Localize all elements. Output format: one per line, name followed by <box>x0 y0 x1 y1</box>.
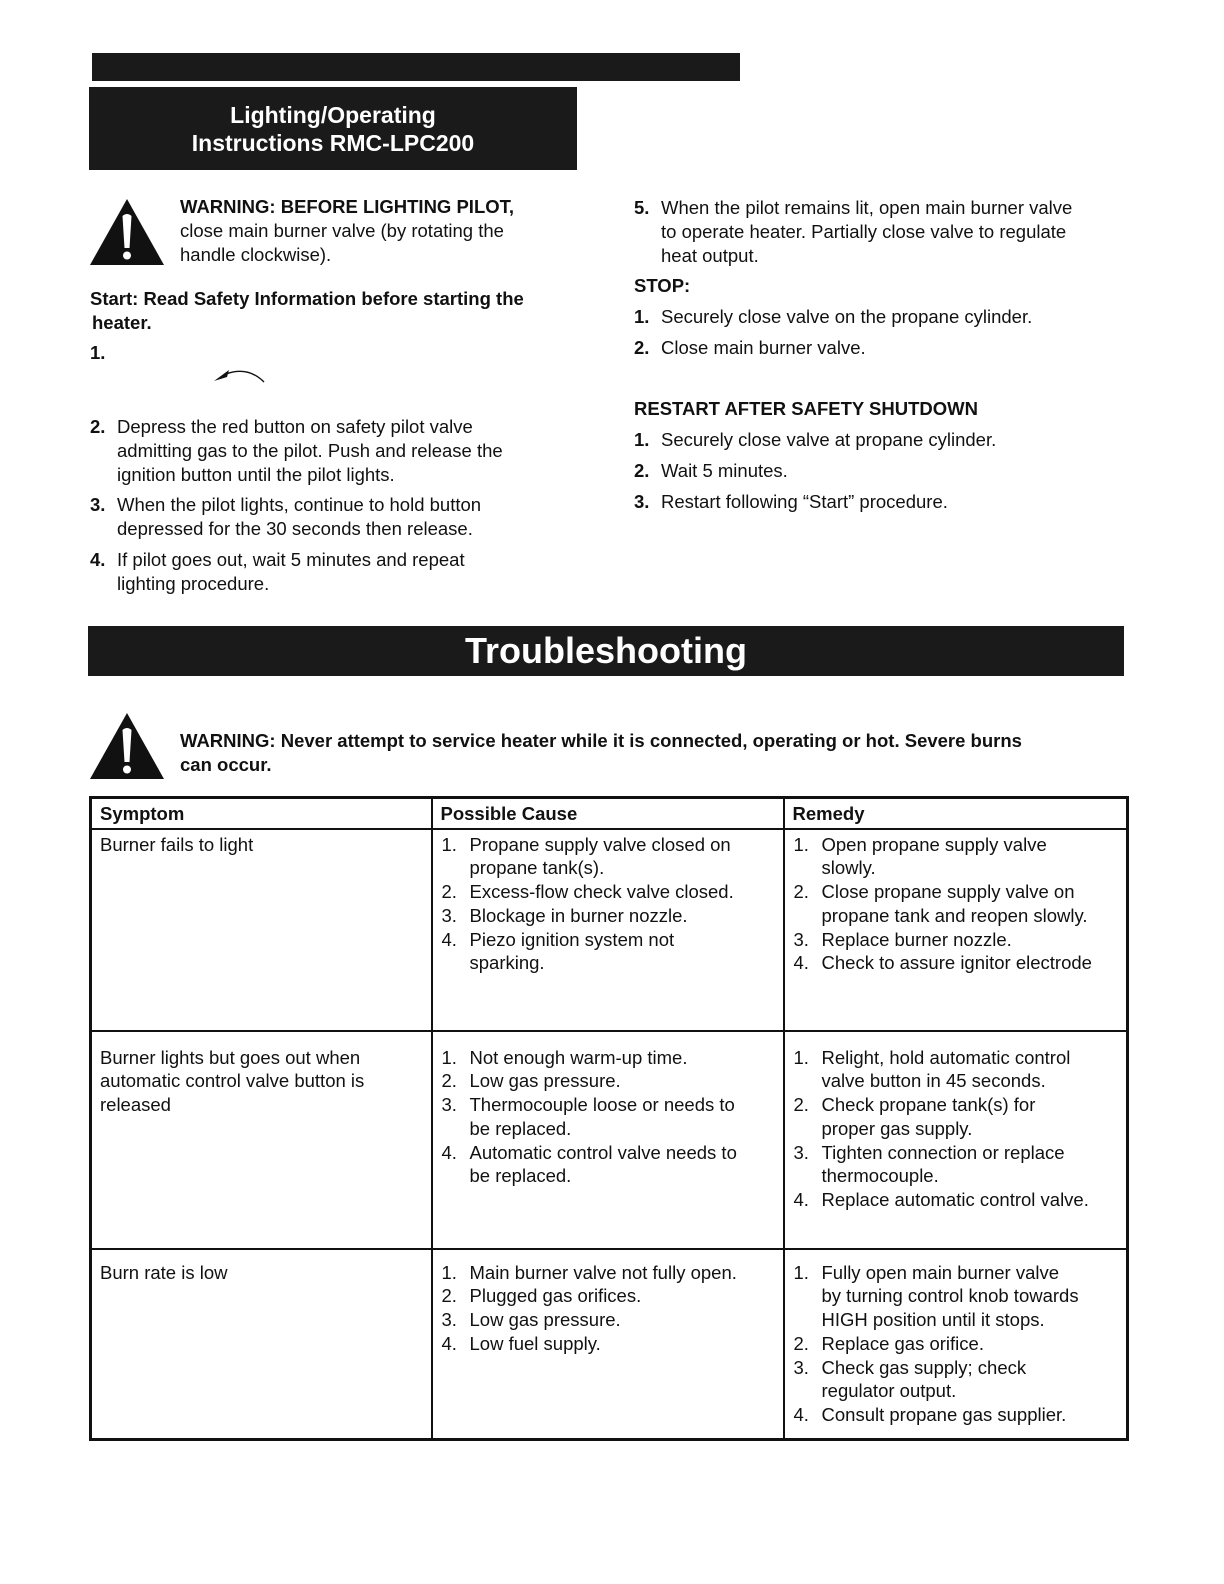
item-line: Replace burner nozzle. <box>821 928 1012 950</box>
list-item: 2. Plugged gas orifices. <box>441 1284 775 1308</box>
troubleshooting-header: Troubleshooting <box>88 626 1124 676</box>
symptom-cell <box>91 1249 432 1440</box>
symptom-line: released <box>100 1094 171 1116</box>
item-line: Check to assure ignitor electrode <box>821 952 1092 974</box>
lighting-warning-heading: WARNING: BEFORE LIGHTING PILOT, <box>180 196 515 217</box>
step-line: lighting procedure. <box>117 573 270 594</box>
cause-cell <box>432 1031 784 1249</box>
item-line: proper gas supply. <box>821 1117 973 1139</box>
list-item: 1. Fully open main burner valve by turning control knob towards HIGH position until it stops. <box>793 1261 1119 1332</box>
list-item: 3. Check gas supply; check regulator output. <box>793 1356 1119 1403</box>
troubleshooting-warning-line1: WARNING: Never attempt to service heater while it is connected, operating or hot. Severe burns <box>180 730 1022 751</box>
troubleshooting-table <box>89 796 1129 1441</box>
step-1-number: 1. <box>90 342 106 363</box>
symptom-line: Burner lights but goes out when <box>100 1046 361 1068</box>
header-possible-cause: Possible Cause <box>432 798 784 829</box>
step-number: 3. <box>634 491 650 512</box>
list-item: 4. Low fuel supply. <box>441 1332 775 1356</box>
list-item: 3. Thermocouple loose or needs to be replaced. <box>441 1093 775 1140</box>
table-row <box>91 1031 1128 1249</box>
step-number: 2. <box>634 337 650 358</box>
list-item: 2. Close propane supply valve on propane tank and reopen slowly. <box>793 880 1119 927</box>
list-item: 1. Open propane supply valve slowly. <box>793 833 1119 880</box>
list-item: 3. Replace burner nozzle. <box>793 928 1119 952</box>
item-line: Close propane supply valve on <box>821 881 1075 903</box>
symptom-cell <box>91 1031 432 1249</box>
list-item: 2. Excess-flow check valve closed. <box>441 880 775 904</box>
step-number: 2. <box>634 460 650 481</box>
list-item: 2. Low gas pressure. <box>441 1069 775 1093</box>
item-line: Blockage in burner nozzle. <box>469 904 688 926</box>
list-item: 3. Tighten connection or replace thermocouple. <box>793 1141 1119 1188</box>
item-line: Excess-flow check valve closed. <box>469 881 734 903</box>
item-line: valve button in 45 seconds. <box>821 1070 1046 1092</box>
step-text: Securely close valve on the propane cylinder. <box>661 306 1033 327</box>
table-row <box>91 829 1128 1031</box>
symptom-line: Burner fails to light <box>100 833 254 855</box>
list-item: 3. Blockage in burner nozzle. <box>441 904 775 928</box>
remedy-cell <box>784 829 1128 1031</box>
cause-cell <box>432 1249 784 1440</box>
warning-triangle-icon <box>89 712 165 780</box>
item-line: Low fuel supply. <box>469 1332 601 1354</box>
step-line: admitting gas to the pilot. Push and release the <box>117 440 503 461</box>
table-row <box>91 1249 1128 1440</box>
item-line: Check gas supply; check <box>821 1356 1027 1378</box>
list-item: 2. Replace gas orifice. <box>793 1332 1119 1356</box>
list-item: 3. Low gas pressure. <box>441 1308 775 1332</box>
restart-step-2 <box>634 459 1124 483</box>
list-item: 4. Consult propane gas supplier. <box>793 1403 1119 1427</box>
step-number: 5. <box>634 197 650 218</box>
symptom-cell <box>91 829 432 1031</box>
cause-cell <box>432 829 784 1031</box>
lighting-title-line2: Instructions RMC-LPC200 <box>191 129 475 156</box>
list-item: 4. Piezo ignition system not sparking. <box>441 928 775 975</box>
warning-triangle-icon <box>89 198 165 266</box>
restart-heading: RESTART AFTER SAFETY SHUTDOWN <box>634 398 978 419</box>
item-line: regulator output. <box>821 1380 957 1402</box>
item-line: be replaced. <box>469 1165 572 1187</box>
step-line: heat output. <box>661 245 759 266</box>
step-text: Close main burner valve. <box>661 337 866 358</box>
list-item: 2. Check propane tank(s) for proper gas supply. <box>793 1093 1119 1140</box>
rotate-arrow-icon <box>212 364 268 386</box>
troubleshooting-warning <box>180 729 1120 777</box>
item-line: Tighten connection or replace <box>821 1141 1065 1163</box>
step-line: When the pilot remains lit, open main burner valve <box>661 197 1073 218</box>
lighting-step-3 <box>90 493 570 541</box>
item-line: Propane supply valve closed on <box>469 833 731 855</box>
item-line: Not enough warm-up time. <box>469 1046 688 1068</box>
step-line: ignition button until the pilot lights. <box>117 464 395 485</box>
item-line: Piezo ignition system not <box>469 928 675 950</box>
start-line1: Start: Read Safety Information before starting the <box>90 288 524 309</box>
list-item: 1. Propane supply valve closed on propane tank(s). <box>441 833 775 880</box>
stop-heading: STOP: <box>634 275 691 296</box>
step-text: Securely close valve at propane cylinder. <box>661 429 997 450</box>
list-item: 4. Automatic control valve needs to be replaced. <box>441 1141 775 1188</box>
lighting-warning-line1: close main burner valve (by rotating the <box>180 220 504 241</box>
step-text: Restart following “Start” procedure. <box>661 491 948 512</box>
remedy-cell <box>784 1249 1128 1440</box>
item-line: HIGH position until it stops. <box>821 1309 1045 1331</box>
item-line: Consult propane gas supplier. <box>821 1403 1067 1425</box>
step-number: 1. <box>634 306 650 327</box>
item-line: propane tank(s). <box>469 857 605 879</box>
header-symptom: Symptom <box>91 798 432 829</box>
item-line: be replaced. <box>469 1117 572 1139</box>
step-text: Wait 5 minutes. <box>661 460 788 481</box>
item-line: Replace automatic control valve. <box>821 1188 1089 1210</box>
remedy-cell <box>784 1031 1128 1249</box>
item-line: propane tank and reopen slowly. <box>821 904 1088 926</box>
restart-step-3 <box>634 490 1124 514</box>
step-line: Depress the red button on safety pilot valve <box>117 416 473 437</box>
item-line: Replace gas orifice. <box>821 1332 984 1354</box>
step-number: 4. <box>90 549 106 570</box>
lighting-warning <box>180 195 580 267</box>
step-line: to operate heater. Partially close valve to regulate <box>661 221 1067 242</box>
header-remedy: Remedy <box>784 798 1128 829</box>
item-line: Low gas pressure. <box>469 1309 621 1331</box>
item-line: Automatic control valve needs to <box>469 1141 737 1163</box>
symptom-line: Burn rate is low <box>100 1261 228 1283</box>
item-line: thermocouple. <box>821 1165 939 1187</box>
step-number: 3. <box>90 494 106 515</box>
top-bar <box>92 53 740 81</box>
step-number: 2. <box>90 416 106 437</box>
step-number: 1. <box>634 429 650 450</box>
item-line: Plugged gas orifices. <box>469 1285 642 1307</box>
symptom-line: automatic control valve button is <box>100 1070 365 1092</box>
item-line: Open propane supply valve <box>821 833 1047 855</box>
stop-step-2 <box>634 336 1124 360</box>
step-line: When the pilot lights, continue to hold button <box>117 494 482 515</box>
item-line: Main burner valve not fully open. <box>469 1261 737 1283</box>
list-item: 1. Relight, hold automatic control valve button in 45 seconds. <box>793 1046 1119 1093</box>
item-line: Relight, hold automatic control <box>821 1046 1071 1068</box>
stop-step-1 <box>634 305 1124 329</box>
troubleshooting-warning-line2: can occur. <box>180 754 272 775</box>
start-line2: heater. <box>92 312 152 333</box>
step-line: depressed for the 30 seconds then release. <box>117 518 473 539</box>
item-line: Fully open main burner valve <box>821 1261 1060 1283</box>
table-header-row <box>91 798 1128 829</box>
restart-step-1 <box>634 428 1124 452</box>
item-line: Low gas pressure. <box>469 1070 621 1092</box>
lighting-step-4 <box>90 548 570 596</box>
list-item: 1. Main burner valve not fully open. <box>441 1261 775 1285</box>
item-line: Thermocouple loose or needs to <box>469 1094 735 1116</box>
item-line: sparking. <box>469 952 545 974</box>
lighting-step-5 <box>634 196 1124 268</box>
lighting-section-header <box>89 87 577 170</box>
lighting-step-2 <box>90 415 570 487</box>
item-line: by turning control knob towards <box>821 1285 1079 1307</box>
list-item: 4. Replace automatic control valve. <box>793 1188 1119 1212</box>
lighting-title-line1: Lighting/Operating <box>230 101 436 128</box>
start-instruction <box>90 287 590 335</box>
item-line: slowly. <box>821 857 876 879</box>
list-item: 1. Not enough warm-up time. <box>441 1046 775 1070</box>
item-line: Check propane tank(s) for <box>821 1094 1036 1116</box>
step-line: If pilot goes out, wait 5 minutes and repeat <box>117 549 465 570</box>
lighting-warning-line2: handle clockwise). <box>180 244 332 265</box>
list-item: 4. Check to assure ignitor electrode <box>793 951 1119 975</box>
